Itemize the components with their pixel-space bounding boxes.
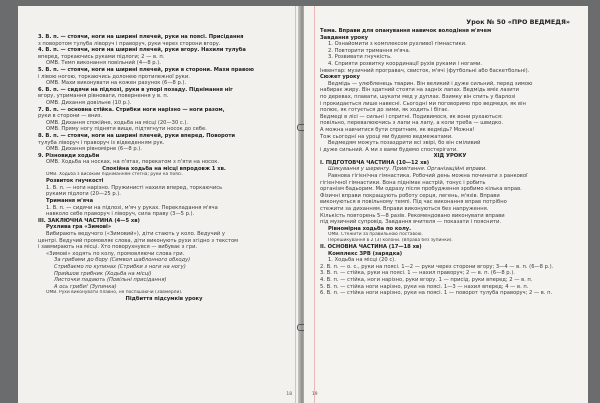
text-line: Рівномірна ходьба по колу. [328, 225, 412, 232]
text-line: 3. В. п. — стоячи, ноги на ширині плечей, руки на поясі. Присідання [38, 34, 244, 40]
text-line: Ведмідь — улюбленець тварин. Він великий і дуже сильний, перед зимою [328, 80, 533, 87]
text-line: 2. Повторити тримання м'яча. [328, 47, 411, 54]
text-line: тулуба ліворуч і праворуч із відведенням рук. [38, 139, 165, 146]
text-line: Тож сьогодні на уроці ми будемо ведмежатами. [320, 133, 453, 140]
text-line: навколо себе праворуч і ліворуч, сила праву (3—5 р.). [46, 211, 195, 218]
text-line: 1. Ходьба на місці (20 с). [328, 257, 396, 264]
text-line: Завдання уроку [320, 34, 369, 41]
text-line: Тема. Вправи для опанування навичок володіння м'ячем [320, 28, 492, 34]
text-line: I. ПІДГОТОВЧА ЧАСТИНА (10—12 хв) [320, 159, 430, 166]
text-line: Спокійна ходьба на місці впродовж 1 хв. [102, 165, 226, 172]
text-line: 8. В. п. — стоячи, ноги на ширині плечей, руки вперед. Повороти [38, 132, 235, 139]
text-line: Рухлива гра «Зимові» [46, 224, 112, 231]
text-line: ОМВ. Рухи виконувати плавно, не поспішаючи (Завмерли). [46, 290, 183, 296]
text-line: 1. Ознайомити з комплексом рухливої гімнастики. [328, 41, 467, 48]
text-line: 3. Розвивати гнучкість. [328, 54, 392, 61]
text-line: А можна навчитися бути спритним, як ведмідь? Можна! [320, 126, 475, 133]
text-line: 9. Різновиди ходьби [38, 152, 100, 159]
text-line: і завмирають на місці. Хто поворухнувся — вибуває з гри. [38, 244, 198, 251]
text-line: Ведмеді в лісі — сильні і спритні. Подивимося, як вони рухаються: [320, 113, 503, 120]
text-line: з поворотом тулуба ліворуч і праворуч, руки через сторони вгору. [38, 40, 221, 47]
text-line: 6. В. п. — стійка ноги нарізно, руки на поясі. 1 — поворот тулуба праворуч; 2 — в. п. [320, 290, 553, 297]
text-line: 5. В. п. — стійка ноги нарізно, руки на поясі. 1—3 — нахил вперед; 4 — в. п. [320, 283, 529, 290]
text-line: ОМВ. Дихання довільне (10 р.). [46, 99, 132, 106]
text-line: Інвентар: музичний програвач, свисток, м'ячі (футбольні або баскетбольні). [320, 67, 530, 74]
text-line: Сюжет уроку [320, 74, 360, 81]
text-line: ХІД УРОКУ [433, 153, 467, 160]
right-page [304, 6, 588, 403]
text-line: 3. В. п. — стійка, руки на поясі. 1 — нахил праворуч; 2 — в. п. (6—8 р.). [320, 270, 515, 277]
text-line: «Зимові» ходять по колу, промовляючи слова гри. [46, 250, 185, 257]
left-page [18, 6, 300, 403]
text-line: під музичний супровід. Завдання вчителя — показати і пояснити. [320, 219, 501, 226]
margin-line [314, 6, 315, 403]
text-line: ОМВ. Стежити за правильною поставою. [328, 232, 423, 238]
text-line: Вибирають ведучого («Зимовий»), діти стають у коло. Ведучий у [46, 231, 226, 238]
text-line: 6. В. п. — сидячи на підлозі, руки в упорі позаду. Піднімання ніг [38, 86, 233, 93]
text-line: Перешикування в 2 (3) колони. (Вправа без зупинки). [328, 238, 453, 244]
text-line: ОМВ. Темп виконання повільний (4—8 р.). [46, 60, 161, 67]
text-line: 5. В. п. — стоячи, ноги на ширині плечей, руки в сторони. Махи правою [38, 66, 254, 73]
text-line: ОМВ. Ходьба на носках, на п'ятах, перекатом з п'яти на носок. [46, 159, 219, 166]
text-line: ОМВ. Махи виконувати на кожен рахунок (6—8 р.). [46, 80, 187, 87]
right-page-text [320, 28, 580, 297]
text-line: стежити за диханням. Вправи виконуються без напруження. [320, 206, 489, 213]
text-line: 1. В. п. — ноги нарізно. Пружинисті нахили вперед, торкаючись [46, 184, 223, 191]
text-line: ОМВ. Дихання рівномірне (6—8 р.). [46, 146, 142, 153]
text-line: ОМВ. Ходьба з високим підніманням стегна; руки на поясі. [46, 172, 183, 178]
text-line: Стрибаємо по купинах (Стрибки з ноги на ногу) [54, 263, 186, 270]
text-line: ОМВ. Пряму ногу підняти вище, підтягнути носок до себе. [46, 126, 207, 133]
text-line: 7. В. п. — основна стійка. Стрибки ноги нарізно — ноги разом, [38, 106, 225, 113]
text-line: Ведмедям можуть позаздрити всі звірі, бо він сміливий [328, 140, 481, 147]
margin-line [295, 6, 296, 403]
book-spread [18, 6, 588, 403]
text-line: вгору, утримання рівноваги, повернення у в. п. [38, 93, 169, 100]
text-line: 4. Сприяти розвитку координації рухів руками і ногами. [328, 60, 483, 67]
text-line: Комплекс ЗРВ (зарядка) [328, 250, 403, 257]
text-line: руками підлоги (20—25 р.). [46, 191, 121, 198]
text-line: 2. В. п. — о. с., руки на поясі. 1—2 — руки через сторони вгору; 3—4 — в. п. (6—8 р.). [320, 263, 554, 270]
text-line: Підбиття підсумків уроку [125, 296, 203, 303]
text-line: повільно, перевалюючись з лапи на лапу, а коли треба — швидко. [320, 120, 503, 127]
text-line: гігієнічної гімнастики. Вона піднімає настрій, тонус і робить [320, 179, 486, 186]
text-line: полює, як готується до зими, як ходить і бігає. [320, 107, 449, 114]
text-line: Фізичні вправи покращують роботу серця, легень, м'язів. Вправи [320, 192, 500, 199]
text-line: по деревах, плавати, шукати мед у дуплах. Взимку він спить у барлозі [320, 93, 516, 100]
text-line: і дуже сильний. А ми з вами будемо спостерігати. [320, 146, 458, 153]
text-line: II. ОСНОВНА ЧАСТИНА (17—18 хв) [320, 244, 422, 250]
text-line: 4. В. п. — стійка, ноги нарізно, руки вгору. 1 — присід, руки вперед; 2 — в. п. [320, 276, 533, 283]
text-line: і лівою ногою, торкаючись долонею протилежної руки. [38, 73, 190, 80]
text-line: 1. В. п. — сидячи на підлозі, м'яч у руках. Перекладання м'яча [46, 204, 218, 211]
page-number: 18 [286, 392, 292, 397]
text-line: Кількість повторень 5—8 разів. Рекомендовано виконувати вправи [320, 212, 505, 219]
text-line: Розвиток гнучкості [46, 178, 104, 185]
text-line: Шикування у шеренгу. Привітання. Організаційні вправи. [328, 166, 487, 173]
text-line: виконуються в повільному темпі. Під час виконання вправ потрібно [320, 199, 507, 206]
lesson-title: Урок № 50 «ПРО ВЕДМЕДЯ» [466, 18, 570, 26]
text-line: III. ЗАКЛЮЧНА ЧАСТИНА (4—5 хв) [38, 217, 140, 224]
text-line: Прийшов грибник (Ходьба на місці) [54, 270, 152, 277]
text-line: Тримання м'яча [46, 198, 94, 205]
text-line: руки в сторони — вниз. [38, 113, 103, 120]
text-line: Листочки падають (Повільні присідання) [54, 277, 167, 284]
text-line: вперед, торкаючись руками підлоги; 2 — в. п. [38, 53, 165, 60]
text-line: ОМВ. Дихання спокійне, ходьба на місці (20—30 с.). [46, 119, 189, 126]
text-line: А ось гриби! (Зупинка) [54, 283, 117, 290]
page-number: 19 [312, 392, 318, 397]
text-line: 4. В. п. — стоячи, ноги на ширині плечей, руки вгору. Нахили тулуба [38, 47, 246, 54]
text-line: За грибами до бору (Символ шаблонного обходу) [54, 257, 191, 264]
text-line: Равнова гігієнічна гімнастика. Робочий день можна починати з ранкової [328, 173, 528, 180]
text-line: центрі. Ведучий промовляє слова, діти виконують рухи згідно з текстом [38, 237, 239, 244]
text-line: набирає жиру. Він здатний стояти на задніх лапах. Ведмідь вміє лазити [320, 87, 520, 94]
text-line: організм бадьорим. Ми одразу після пробудження зробимо кілька вправ. [320, 186, 522, 193]
text-line: і прокидається лише навесні. Сьогодні ми поговоримо про ведмедя, як він [320, 100, 526, 107]
left-page-text [38, 34, 290, 303]
